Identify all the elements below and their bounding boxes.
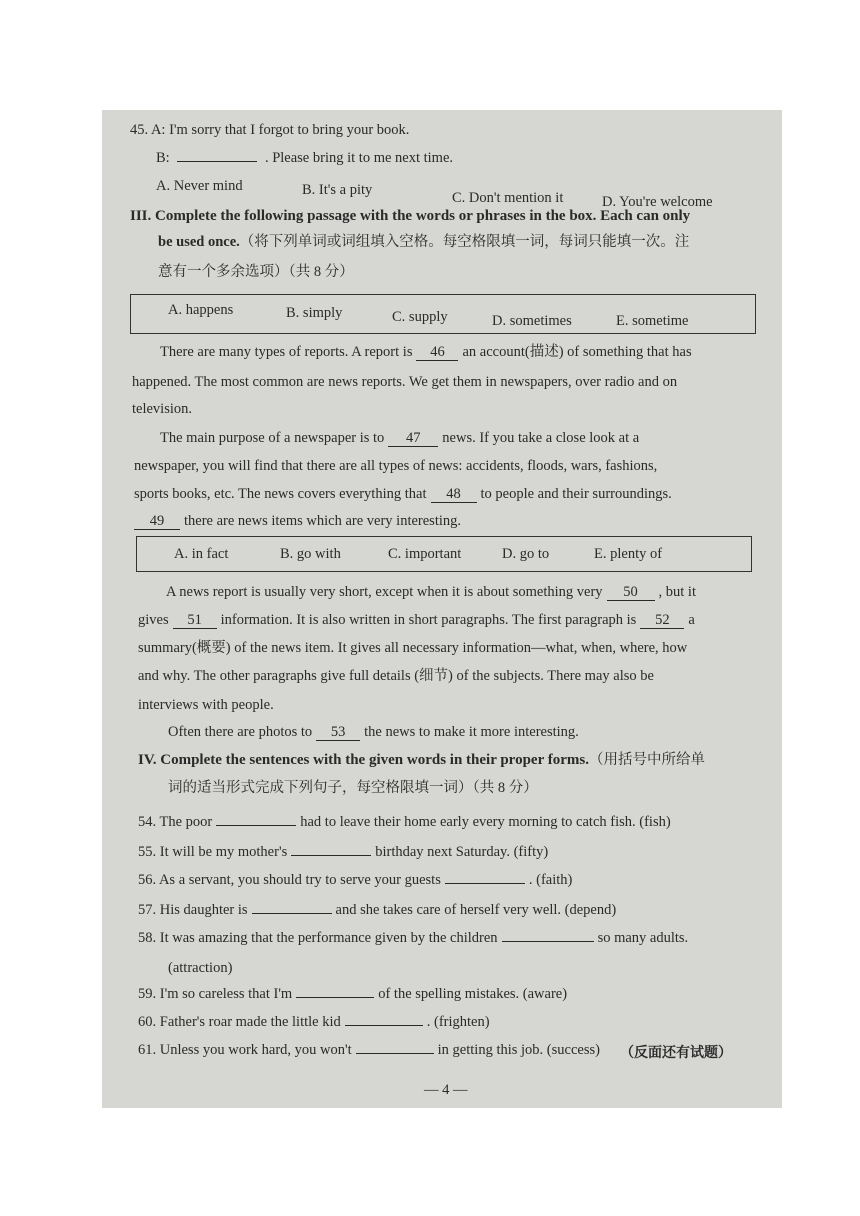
section4-heading-1-cn: （用括号中所给单: [588, 752, 705, 768]
blank-46: 46: [416, 344, 458, 361]
sentence-text: of the spelling mistakes. (aware): [378, 986, 568, 1002]
sentence-56: [138, 870, 572, 890]
sentence-text: and she takes care of herself very well. (depend): [335, 902, 617, 918]
sentence-text: 56. As a servant, you should try to serve your guests: [138, 872, 441, 888]
answer-blank-61: [356, 1053, 434, 1054]
section3-heading-1: III. Complete the following passage with the words or phrases in the box. Each can only: [130, 208, 691, 224]
passage-text: Often there are photos to: [168, 724, 313, 740]
q45-option-b: B. It's a pity: [302, 182, 373, 198]
answer-blank-57: [252, 913, 332, 914]
blank-52: 52: [640, 612, 684, 629]
sentence-text: birthday next Saturday. (fifty): [375, 844, 549, 860]
section4-heading-2: 词的适当形式完成下列句子，每空格限填一词）（共 8 分）: [168, 780, 538, 796]
section3-heading-2-cn: （将下列单词或词组填入空格。每空格限填一词，每词只能填一次。注: [239, 234, 690, 250]
passage-text: gives: [138, 612, 169, 628]
answer-blank-59: [296, 997, 374, 998]
word-box-1-item: C. supply: [392, 309, 448, 325]
continue-on-back-note: （反面还有试题）: [620, 1045, 732, 1061]
passage-line: [160, 342, 692, 362]
sentence-text: 54. The poor: [138, 814, 213, 830]
passage-text: news. If you take a close look at a: [442, 430, 640, 446]
answer-blank-60: [345, 1025, 423, 1026]
sentence-text: 60. Father's roar made the little kid: [138, 1014, 341, 1030]
passage-line: [160, 428, 639, 448]
answer-blank-54: [216, 825, 296, 826]
passage-text: The main purpose of a newspaper is to: [160, 430, 385, 446]
q45-option-c: C. Don't mention it: [452, 190, 564, 206]
sentence-55: [138, 842, 548, 862]
answer-blank-55: [291, 855, 371, 856]
sentence-text: 57. His daughter is: [138, 902, 248, 918]
word-box-2-item: C. important: [388, 546, 462, 562]
passage-line: [134, 484, 672, 504]
passage-line: summary(概要) of the news item. It gives all necessary information—what, when, where, how: [138, 640, 688, 656]
sentence-text: in getting this job. (success): [437, 1042, 600, 1058]
passage-text: A news report is usually very short, except when it is about something very: [166, 584, 603, 600]
sentence-text: so many adults.: [597, 930, 689, 946]
q45-b-suffix: . Please bring it to me next time.: [264, 150, 454, 166]
q45-b-prefix: B:: [156, 150, 170, 166]
sentence-text: 58. It was amazing that the performance given by the children: [138, 930, 498, 946]
word-box-2-item: D. go to: [502, 546, 550, 562]
blank-50: 50: [607, 584, 655, 601]
passage-text: a: [688, 612, 695, 628]
word-box-2-item: B. go with: [280, 546, 341, 562]
sentence-text: had to leave their home early every morning to catch fish. (fish): [300, 814, 671, 830]
blank-51: 51: [173, 612, 217, 629]
word-box-2-item: A. in fact: [174, 546, 229, 562]
passage-text: sports books, etc. The news covers everything that: [134, 486, 427, 502]
passage-text: information. It is also written in short paragraphs. The first paragraph is: [220, 612, 637, 628]
passage-line: and why. The other paragraphs give full details (细节) of the subjects. There may also be: [138, 668, 654, 684]
passage-text: , but it: [658, 584, 696, 600]
passage-text: there are news items which are very interesting.: [184, 513, 462, 529]
passage-text: an account(描述) of something that has: [462, 344, 692, 360]
sentence-57: [138, 900, 616, 920]
passage-text: the news to make it more interesting.: [364, 724, 579, 740]
q45-blank: [177, 161, 257, 162]
sentence-59: [138, 984, 567, 1004]
word-box-1-item: B. simply: [286, 305, 343, 321]
answer-blank-56: [445, 883, 525, 884]
word-box-1-item: E. sometime: [616, 313, 689, 329]
passage-line: television.: [132, 401, 193, 417]
sentence-text: . (frighten): [426, 1014, 490, 1030]
blank-49: 49: [134, 513, 180, 530]
sentence-58: [138, 928, 688, 948]
sentence-text: . (faith): [528, 872, 573, 888]
word-box-2-item: E. plenty of: [594, 546, 663, 562]
section3-heading-3: 意有一个多余选项）（共 8 分）: [158, 264, 354, 280]
sentence-text: 59. I'm so careless that I'm: [138, 986, 293, 1002]
passage-text: There are many types of reports. A report is: [160, 344, 413, 360]
word-box-1-item: D. sometimes: [492, 313, 572, 329]
q45-line-b: [156, 148, 453, 168]
q45-option-d: D. You're welcome: [602, 194, 713, 210]
q45-option-a: A. Never mind: [156, 178, 243, 194]
section3-heading-2: [158, 232, 689, 252]
passage-line: happened. The most common are news reports. We get them in newspapers, over radio and on: [132, 374, 678, 390]
blank-53: 53: [316, 724, 360, 741]
sentence-text: 55. It will be my mother's: [138, 844, 288, 860]
word-box-1-item: A. happens: [168, 302, 234, 318]
answer-blank-58: [502, 941, 594, 942]
passage-line: [134, 511, 461, 531]
passage-line: newspaper, you will find that there are all types of news: accidents, floods, wars, fashions,: [134, 458, 658, 474]
q45-line-a: 45. A: I'm sorry that I forgot to bring your book.: [130, 122, 410, 138]
section4-heading-1: [138, 750, 705, 770]
sentence-61: [138, 1040, 600, 1060]
sentence-text: 61. Unless you work hard, you won't: [138, 1042, 352, 1058]
passage-line: [138, 610, 695, 630]
sentence-58-hint: (attraction): [168, 960, 233, 976]
blank-47: 47: [388, 430, 438, 447]
exam-page: [102, 110, 782, 1108]
page-number: — 4 —: [424, 1082, 468, 1098]
sentence-54: [138, 812, 671, 832]
passage-line: [168, 722, 579, 742]
passage-line: interviews with people.: [138, 697, 274, 713]
blank-48: 48: [431, 486, 477, 503]
section3-heading-2-bold: be used once.: [158, 234, 240, 250]
passage-text: to people and their surroundings.: [480, 486, 672, 502]
passage-line: [166, 582, 696, 602]
section4-heading-1-bold: IV. Complete the sentences with the given words in their proper forms.: [138, 752, 589, 768]
sentence-60: [138, 1012, 490, 1032]
